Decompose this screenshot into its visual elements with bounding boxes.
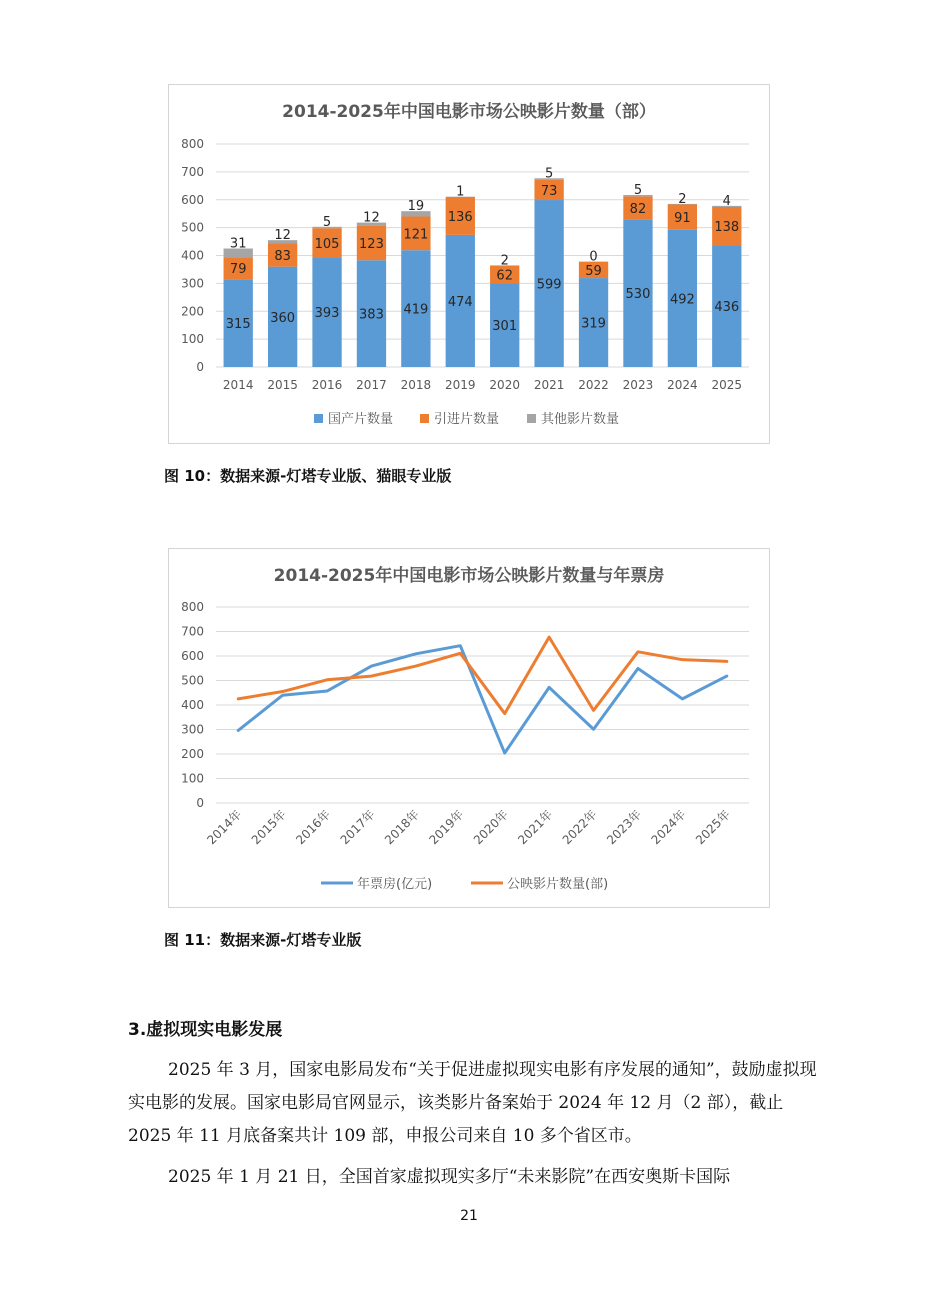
y-tick-label: 300 <box>181 276 204 291</box>
chart-figure-10 <box>168 84 770 444</box>
data-label: 319 <box>581 316 606 332</box>
x-tick-label: 2015 <box>267 378 298 392</box>
x-tick-label: 2023 <box>622 378 654 392</box>
y-tick-label: 800 <box>181 600 204 614</box>
data-label: 5 <box>322 214 332 230</box>
x-tick-label: 2025 <box>711 378 743 392</box>
x-tick-label: 2022 <box>578 378 609 392</box>
stacked-bar-chart <box>169 85 769 443</box>
legend-label: 其他影片数量 <box>541 412 620 427</box>
y-tick-label: 200 <box>181 304 204 319</box>
y-tick-label: 400 <box>181 248 204 263</box>
x-tick-label: 2021 <box>533 378 565 392</box>
chart-title: 2014-2025年中国电影市场公映影片数量（部） <box>282 102 656 122</box>
y-tick-label: 100 <box>181 332 204 347</box>
data-label: 79 <box>229 262 247 278</box>
y-tick-label: 300 <box>181 722 204 737</box>
y-tick-label: 600 <box>181 192 204 207</box>
x-tick-label: 2017 <box>356 378 387 392</box>
x-tick-label: 2019年 <box>426 807 467 848</box>
y-tick-label: 200 <box>181 747 204 761</box>
x-tick-label: 2020 <box>489 378 520 392</box>
data-label: 12 <box>274 228 291 244</box>
data-label: 91 <box>674 211 691 227</box>
line-chart <box>169 549 769 907</box>
section-title: 3.虚拟现实电影发展 <box>128 1020 283 1040</box>
data-label: 83 <box>274 249 291 265</box>
data-label: 73 <box>540 183 558 199</box>
chart-figure-11 <box>168 548 770 908</box>
data-label: 315 <box>225 317 251 333</box>
y-tick-label: 800 <box>181 137 204 151</box>
figure-10-caption: 图 10：数据来源-灯塔专业版、猫眼专业版 <box>164 467 452 485</box>
chart-title: 2014-2025年中国电影市场公映影片数量与年票房 <box>273 566 665 586</box>
y-tick-label: 400 <box>181 698 204 712</box>
y-tick-label: 100 <box>181 771 204 786</box>
legend-label: 公映影片数量(部) <box>507 877 609 892</box>
data-label: 5 <box>633 183 643 199</box>
y-tick-label: 0 <box>196 796 204 810</box>
data-label: 62 <box>496 268 513 284</box>
data-label: 2 <box>500 253 509 269</box>
legend-swatch <box>527 414 536 423</box>
data-label: 0 <box>589 249 598 265</box>
data-label: 436 <box>714 300 740 316</box>
data-label: 19 <box>407 199 425 215</box>
legend-label: 年票房(亿元) <box>357 877 433 892</box>
data-label: 12 <box>363 210 380 226</box>
paragraph-2: 2025 年 1 月 21 日，全国首家虚拟现实多厅“未来影院”在西安奥斯卡国际 <box>168 1167 731 1187</box>
data-label: 59 <box>585 263 602 279</box>
x-tick-label: 2021年 <box>515 807 556 848</box>
x-tick-label: 2014年 <box>204 807 245 848</box>
y-tick-label: 500 <box>181 220 204 235</box>
data-label: 474 <box>447 294 473 310</box>
data-label: 1 <box>456 184 465 200</box>
x-tick-label: 2019 <box>445 378 476 392</box>
data-label: 492 <box>669 292 695 308</box>
x-tick-label: 2014 <box>222 378 254 392</box>
legend-swatch <box>314 414 323 423</box>
x-tick-label: 2017年 <box>337 807 378 848</box>
page-number: 21 <box>460 1208 478 1224</box>
y-tick-label: 700 <box>181 624 204 639</box>
data-label: 82 <box>629 201 647 217</box>
data-label: 123 <box>359 237 384 253</box>
x-tick-label: 2016 <box>311 378 343 392</box>
data-label: 136 <box>447 209 473 225</box>
legend-label: 引进片数量 <box>434 412 500 427</box>
data-label: 599 <box>536 277 562 293</box>
y-tick-label: 500 <box>181 673 204 688</box>
x-tick-label: 2020年 <box>470 807 511 848</box>
x-tick-label: 2023年 <box>604 807 645 848</box>
legend-swatch <box>420 414 429 423</box>
data-label: 105 <box>314 236 340 252</box>
data-label: 5 <box>544 166 554 182</box>
data-label: 301 <box>492 319 518 335</box>
data-label: 383 <box>359 307 384 323</box>
x-tick-label: 2018 <box>400 378 432 392</box>
series-line-box-office <box>238 646 727 753</box>
y-tick-label: 700 <box>181 164 204 179</box>
paragraph-1: 2025 年 3 月，国家电影局发布“关于促进虚拟现实电影有序发展的通知”，鼓励虚拟现实电影的发展。国家电影局官网显示，该类影片备案始于 2024 年 12 月（2 部），截止 2025 年 11 月底备案共计 109 部，申报公司来自 10 多个省区市。 <box>128 1060 817 1146</box>
y-tick-label: 600 <box>181 649 204 663</box>
data-label: 360 <box>270 310 296 326</box>
x-tick-label: 2018年 <box>382 807 422 848</box>
x-tick-label: 2015年 <box>248 807 289 848</box>
x-tick-label: 2024年 <box>648 807 689 848</box>
data-label: 31 <box>229 236 247 252</box>
legend-label: 国产片数量 <box>328 412 394 427</box>
figure-11-caption: 图 11：数据来源-灯塔专业版 <box>164 931 362 949</box>
data-label: 4 <box>722 193 731 209</box>
data-label: 530 <box>625 287 651 303</box>
data-label: 2 <box>678 191 687 207</box>
x-tick-label: 2016年 <box>293 807 334 848</box>
y-tick-label: 0 <box>196 360 204 374</box>
data-label: 138 <box>714 220 740 236</box>
data-label: 121 <box>403 227 429 243</box>
data-label: 419 <box>403 302 429 318</box>
x-tick-label: 2025年 <box>692 807 733 848</box>
x-tick-label: 2022年 <box>559 807 600 848</box>
x-tick-label: 2024 <box>667 378 698 392</box>
data-label: 393 <box>314 306 340 322</box>
